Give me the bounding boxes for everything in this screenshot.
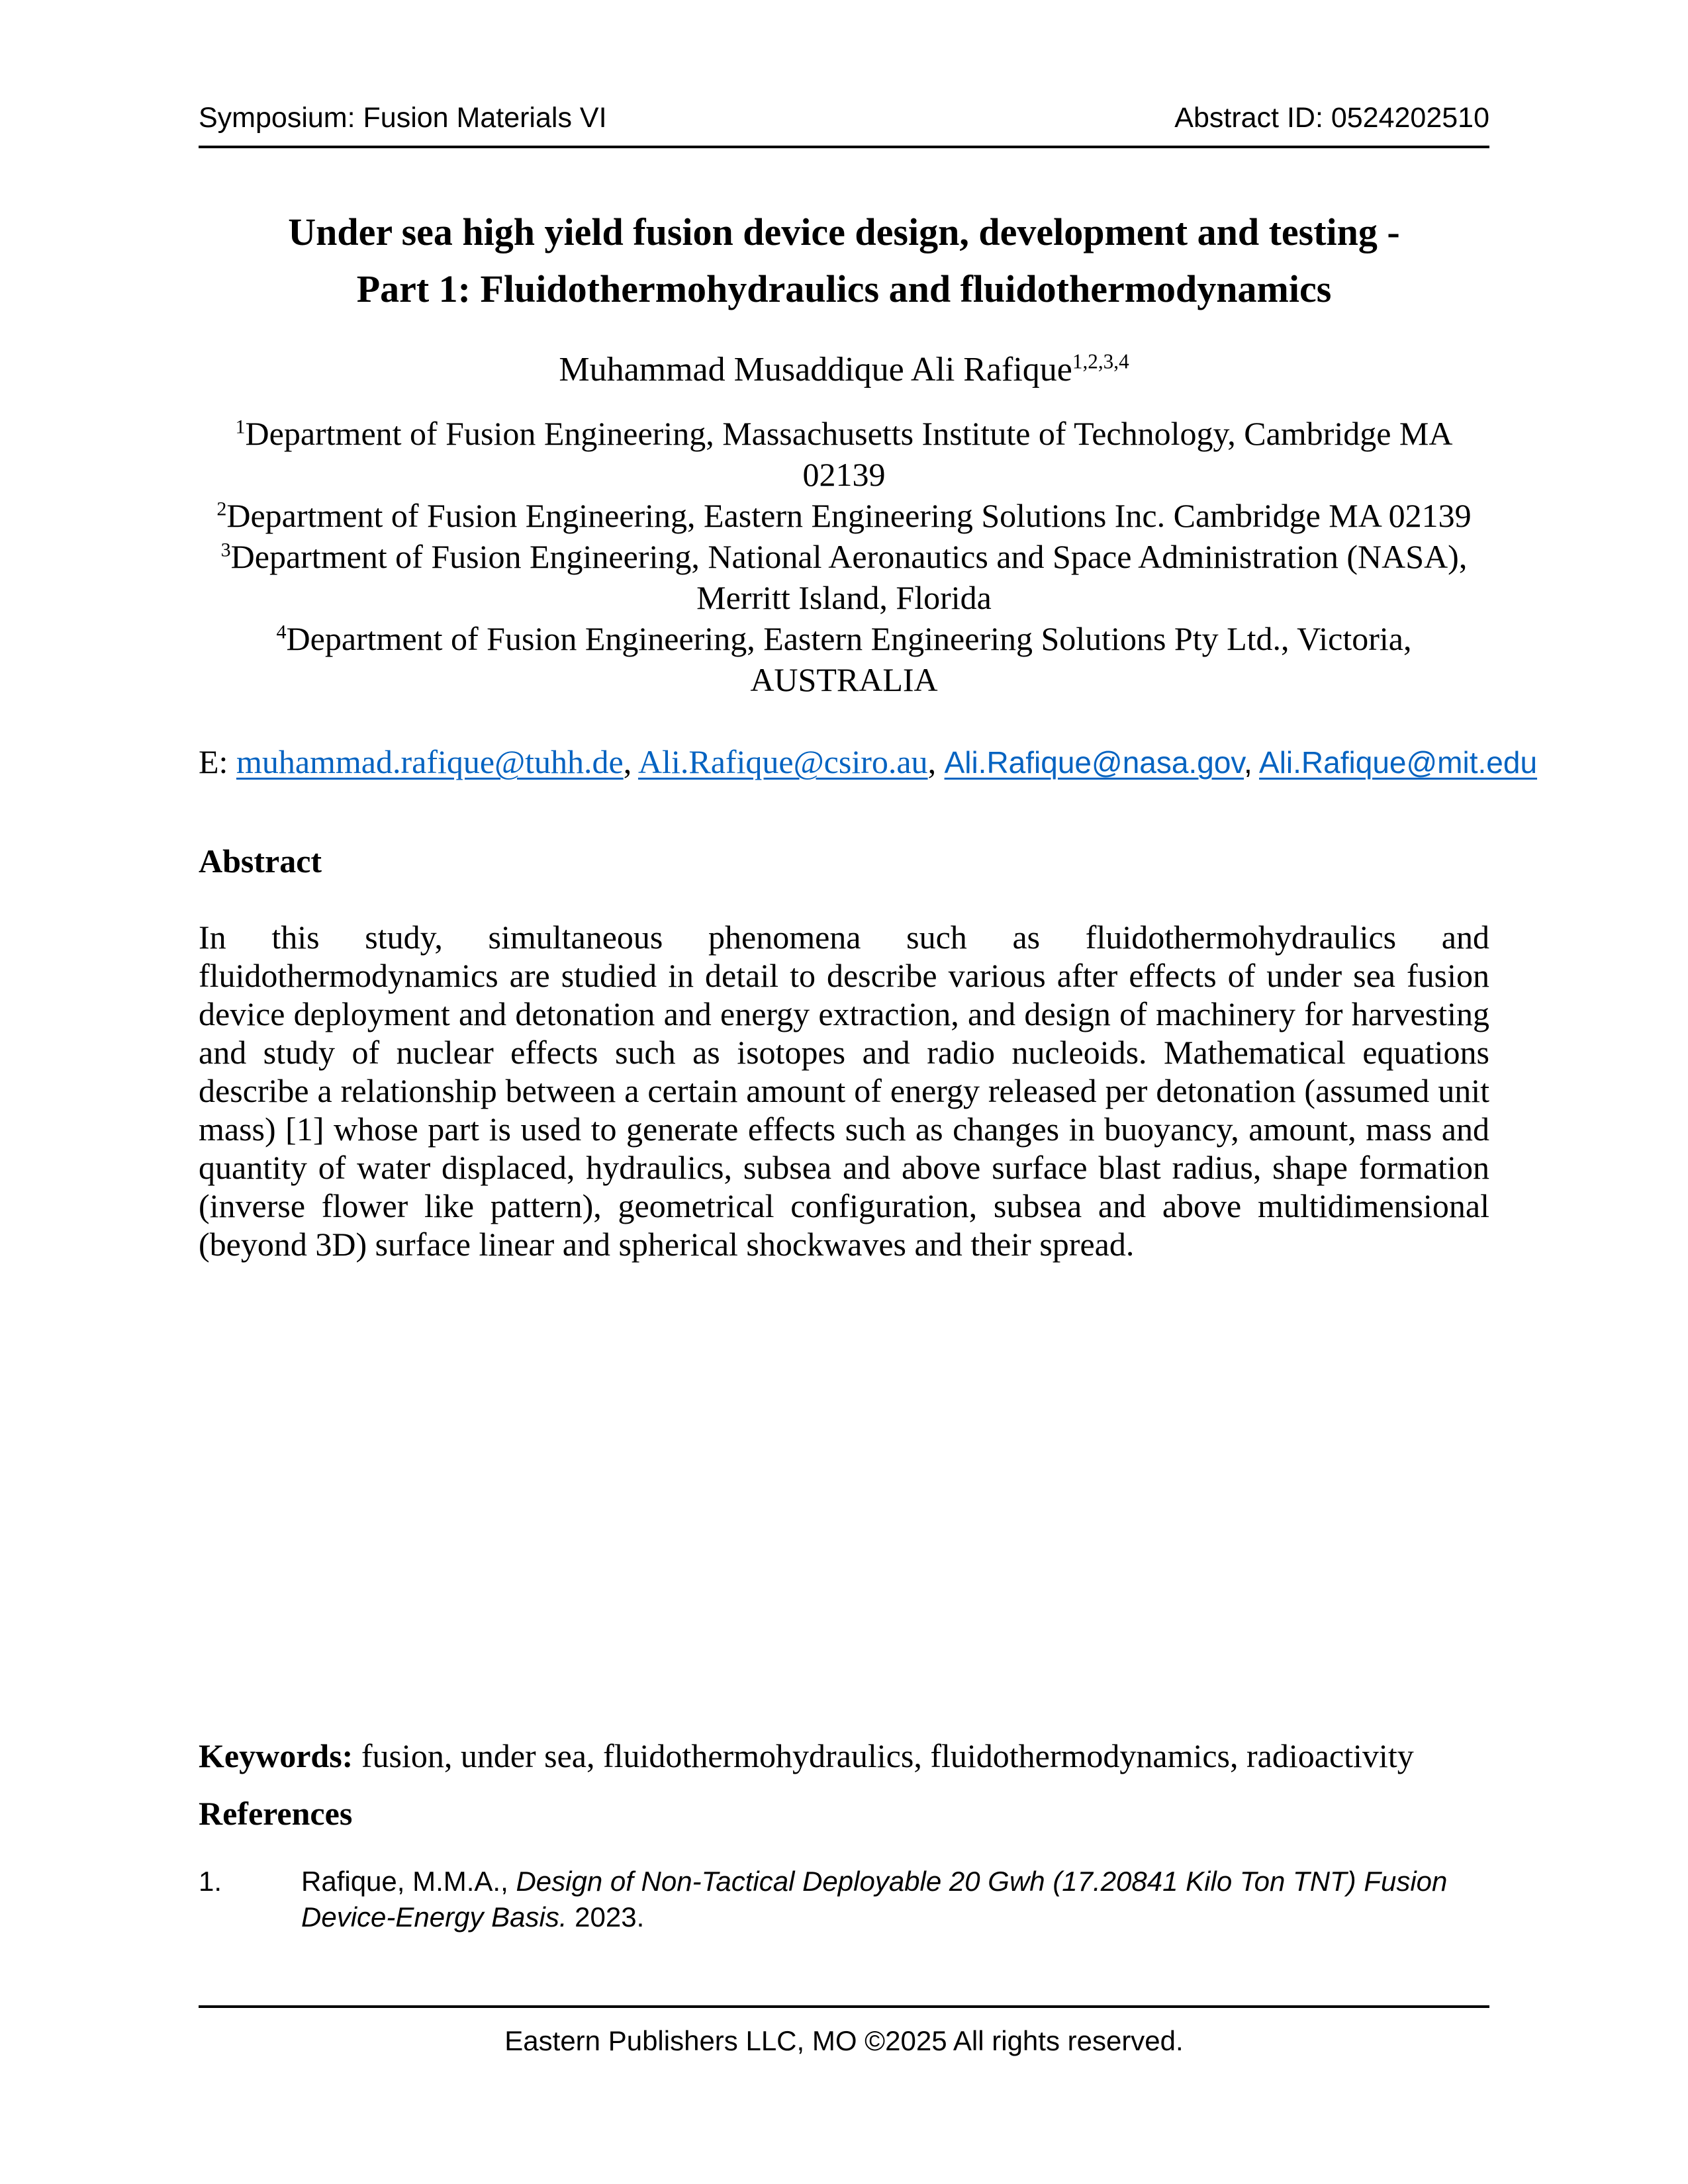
page-footer <box>199 2005 1489 2058</box>
author-affiliation-superscript: 1,2,3,4 <box>1072 349 1129 373</box>
affiliation-3-text-line-2: Merritt Island, Florida <box>696 579 992 616</box>
reference-number: 1. <box>199 1866 222 1897</box>
email-link-tuhh[interactable]: muhammad.rafique@tuhh.de <box>236 743 624 780</box>
affiliation-2 <box>199 495 1489 536</box>
email-separator: , <box>1244 745 1260 780</box>
keywords-text: fusion, under sea, fluidothermohydraulics, fluidothermodynamics, radioactivity <box>361 1737 1414 1774</box>
contact-line <box>199 741 1538 783</box>
email-link-csiro[interactable]: Ali.Rafique@csiro.au <box>637 743 928 780</box>
affiliation-4-text-line-2: AUSTRALIA <box>750 661 938 698</box>
abstract-body: In this study, simultaneous phenomena such as fluidothermohydraulics and fluidothermodynamics are studied in detail to describe various after effects of under sea fusion device deployment and detonation and energy extraction, and design of machinery for harvesting and study of nuclear effects such as isotopes and radio nucleoids. Mathematical equations describe a relationship between a certain amount of energy released per detonation (assumed unit mass) [1] whose part is used to generate effects such as changes in buoyancy, amount, mass and quantity of water displaced, hydraulics, subsea and above surface blast radius, shape formation (inverse flower like pattern), geometrical configuration, subsea and above multidimensional (beyond 3D) surface linear and spherical shockwaves and their spread. <box>199 919 1489 1263</box>
references-heading: References <box>199 1795 353 1832</box>
reference-title: Design of Non-Tactical Deployable 20 Gwh (17.20841 Kilo Ton TNT) Fusion Device-Energy Basis. <box>301 1866 1456 1933</box>
affiliation-4 <box>199 618 1489 700</box>
reference-text <box>301 1864 1489 1935</box>
affiliation-2-marker: 2 <box>216 498 227 520</box>
email-label: E: <box>199 743 228 780</box>
author-line <box>199 349 1489 390</box>
keywords-references-block <box>199 1735 1489 1935</box>
reference-item <box>199 1864 1489 1935</box>
email-separator: , <box>927 743 945 780</box>
footer-text: Eastern Publishers LLC, MO ©2025 All rights reserved. <box>504 2025 1184 2056</box>
affiliation-3-text: Department of Fusion Engineering, National Aeronautics and Space Administration (NASA), <box>230 538 1468 575</box>
email-link-nasa[interactable]: Ali.Rafique@nasa.gov <box>944 745 1244 780</box>
author-name: Muhammad Musaddique Ali Rafique <box>559 351 1072 388</box>
reference-authors: Rafique, M.M.A., <box>301 1866 516 1897</box>
affiliation-1-text: Department of Fusion Engineering, Massachusetts Institute of Technology, Cambridge MA 02139 <box>245 415 1453 493</box>
header-abstract-id: Abstract ID: 0524202510 <box>1174 102 1489 134</box>
keywords-line <box>199 1735 1489 1776</box>
affiliation-1-marker: 1 <box>235 416 246 438</box>
email-link-mit[interactable]: Ali.Rafique@mit.edu <box>1259 745 1538 780</box>
affiliation-4-text: Department of Fusion Engineering, Eastern Engineering Solutions Pty Ltd., Victoria, <box>286 620 1412 657</box>
page-header <box>199 101 1489 148</box>
affiliation-2-text: Department of Fusion Engineering, Eastern Engineering Solutions Inc. Cambridge MA 02139 <box>226 497 1472 534</box>
affiliation-3 <box>199 536 1489 618</box>
paper-title <box>199 204 1489 318</box>
reference-year: 2023. <box>567 1901 645 1933</box>
affiliation-1 <box>199 413 1489 495</box>
paper-title-line-2: Part 1: Fluidothermohydraulics and fluidothermodynamics <box>356 267 1332 310</box>
paper-title-line-1: Under sea high yield fusion device design, development and testing - <box>288 210 1400 253</box>
affiliation-3-marker: 3 <box>220 539 231 561</box>
affiliation-4-marker: 4 <box>276 621 287 643</box>
abstract-heading: Abstract <box>199 842 322 880</box>
email-separator: , <box>623 743 638 780</box>
keywords-label: Keywords: <box>199 1737 353 1774</box>
header-symposium: Symposium: Fusion Materials VI <box>199 102 607 134</box>
affiliations-block <box>199 413 1489 700</box>
